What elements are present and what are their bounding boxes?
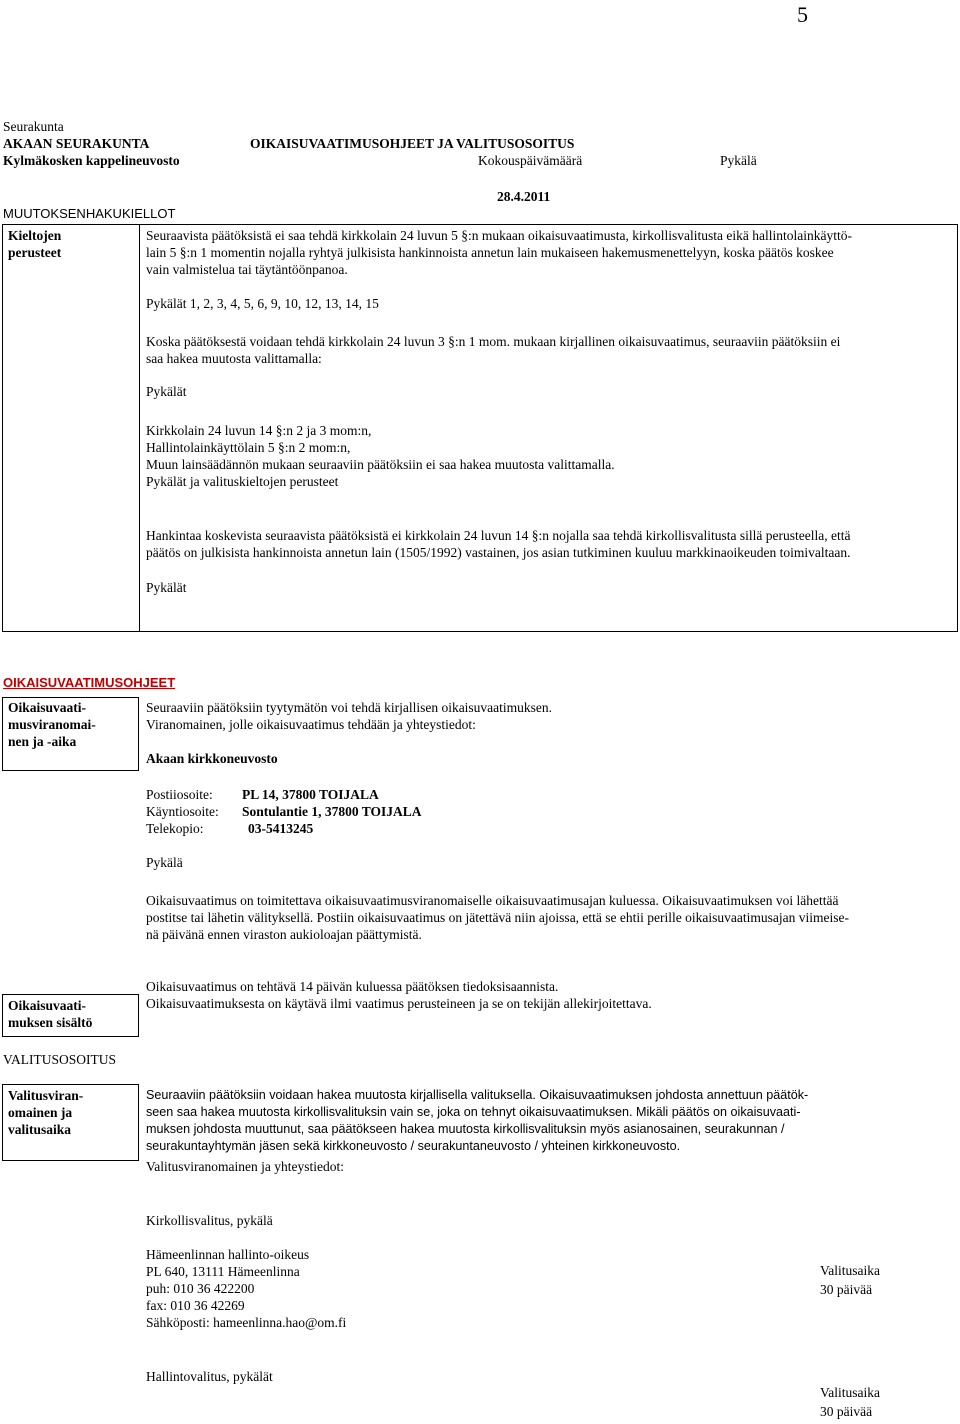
visit-address-value: Sontulantie 1, 37800 TOIJALA <box>242 804 422 819</box>
restrictions-title: MUUTOKSENHAKUKIELLOT <box>3 206 176 221</box>
rectification-content-label: Oikaisuvaati- muksen sisältö <box>8 998 93 1030</box>
postal-address-label: Postiiosoite: <box>146 787 213 802</box>
fax-value: 03-5413245 <box>248 821 314 836</box>
church-appeal-label: Kirkollisvalitus, pykälä <box>146 1213 273 1228</box>
page-number: 5 <box>797 2 808 27</box>
appeal-period-value-1: 30 päivää <box>820 1282 873 1297</box>
rectification-intro: Seuraaviin päätöksiin tyytymätön voi tehdä kirjallisen oikaisuvaatimuksen. Viranomainen, jolle oikaisuvaatimus tehdään ja yhteystiedot: <box>146 700 553 732</box>
appeal-intro: Seuraaviin päätöksiin voidaan hakea muutosta kirjallisella valituksella. Oikaisuvaatimuksen johdosta annettuun päätök- seen saa hakea muutosta kirkollisvalituksin vain se, joka on tehnyt oikaisuvaatimuksen. Mikäli päätös on oikaisuvaati- muksen johdosta muuttunut, saa päätökseen hakea muutosta kirkollisvalituksin myös asianosainen, seurakunnan / seurakuntayhtymän jäsen sekä kirkkoneuvosto / seurakuntaneuvosto / yhteinen kirkkoneuvosto. <box>146 1088 809 1153</box>
admin-appeal-label: Hallintovalitus, pykälät <box>146 1369 273 1384</box>
appeal-title: VALITUSOSOITUS <box>3 1052 117 1067</box>
restrictions-sections-4: Pykälät <box>146 580 187 595</box>
appeal-contacts-label: Valitusviranomainen ja yhteystiedot: <box>146 1159 344 1174</box>
section-label: Pykälä <box>720 153 757 168</box>
appeal-period-label-1: Valitusaika <box>820 1263 880 1278</box>
postal-address-value: PL 14, 37800 TOIJALA <box>242 787 379 802</box>
document-title: OIKAISUVAATIMUSOHJEET JA VALITUSOSOITUS <box>250 136 575 151</box>
body-name: Kylmäkosken kappelineuvosto <box>3 153 180 168</box>
restrictions-paragraph-2: Koska päätöksestä voidaan tehdä kirkkolain 24 luvun 3 §:n 1 mom. mukaan kirjallinen oikaisuvaatimus, seuraaviin päätöksiin ei saa hakea muutosta valittamalla: <box>146 334 841 366</box>
rectification-title: OIKAISUVAATIMUSOHJEET <box>3 675 176 690</box>
visit-address-label: Käyntiosoite: <box>146 804 219 819</box>
court-contacts: Hämeenlinnan hallinto-oikeus PL 640, 13111 Hämeenlinna puh: 010 36 422200 fax: 010 36 42269 Sähköposti: hameenlinna.hao@om.fi <box>146 1247 347 1330</box>
org-label: Seurakunta <box>3 119 64 134</box>
rectification-section-ref: Pykälä <box>146 855 183 870</box>
meeting-date-label: Kokouspäivämäärä <box>478 153 583 168</box>
appeal-period-value-2: 30 päivää <box>820 1404 873 1419</box>
restrictions-paragraph-1: Seuraavista päätöksistä ei saa tehdä kirkkolain 24 luvun 5 §:n mukaan oikaisuvaatimusta, kirkollisvalitusta eikä hallintolainkäyttö- lain 5 §:n 1 momentin nojalla ryhtyä julkisista hankinnoista annetun lain mukaiseen hakemusmenettelyyn, koska päätös koskee vain valmistelua tai täytäntöönpanoa. <box>146 228 852 277</box>
org-name: AKAAN SEURAKUNTA <box>3 136 150 151</box>
restrictions-sections-1: Pykälät 1, 2, 3, 4, 5, 6, 9, 10, 12, 13, 14, 15 <box>146 296 379 311</box>
rectification-content: Oikaisuvaatimus on tehtävä 14 päivän kuluessa päätöksen tiedoksisaannista. Oikaisuvaatimuksesta on käytävä ilmi vaatimus perusteineen ja se on tekijän allekirjoitettava. <box>146 979 652 1011</box>
fax-label: Telekopio: <box>146 821 204 836</box>
restrictions-label: Kieltojen perusteet <box>8 228 62 260</box>
rectification-delivery: Oikaisuvaatimus on toimitettava oikaisuvaatimusviranomaiselle oikaisuvaatimusajan kuluessa. Oikaisuvaatimuksen voi lähettää postitse tai lähetin välityksellä. Postiin oikaisuvaatimus on jätettävä niin ajoissa, että se ehtii perille oikaisuvaatimusajan viimeise- nä päivänä ennen viraston aukioloajan päättymistä. <box>146 893 849 942</box>
appeal-period-label-2: Valitusaika <box>820 1385 880 1400</box>
restrictions-paragraph-3: Kirkkolain 24 luvun 14 §:n 2 ja 3 mom:n, Hallintolainkäyttölain 5 §:n 2 mom:n, Muun lainsäädännön mukaan seuraaviin päätöksiin ei saa hakea muutosta valittamalla. Pykälät ja valituskieltojen perusteet <box>146 423 615 489</box>
restrictions-divider <box>139 224 140 631</box>
restrictions-sections-2: Pykälät <box>146 384 187 399</box>
rectification-authority-name: Akaan kirkkoneuvosto <box>146 751 278 766</box>
appeal-authority-label: Valitusviran- omainen ja valitusaika <box>8 1088 84 1137</box>
rectification-authority-label: Oikaisuvaati- musviranomai- nen ja -aika <box>8 700 96 749</box>
restrictions-paragraph-4: Hankintaa koskevista seuraavista päätöksistä ei kirkkolain 24 luvun 14 §:n nojalla saa tehdä kirkollisvalitusta sillä perusteella, että päätös on julkisista hankinnoista annetun lain (1505/1992) vastainen, jos asian tutkiminen kuuluu markkinaoikeuden toimivaltaan. <box>146 528 851 560</box>
meeting-date: 28.4.2011 <box>497 189 551 204</box>
